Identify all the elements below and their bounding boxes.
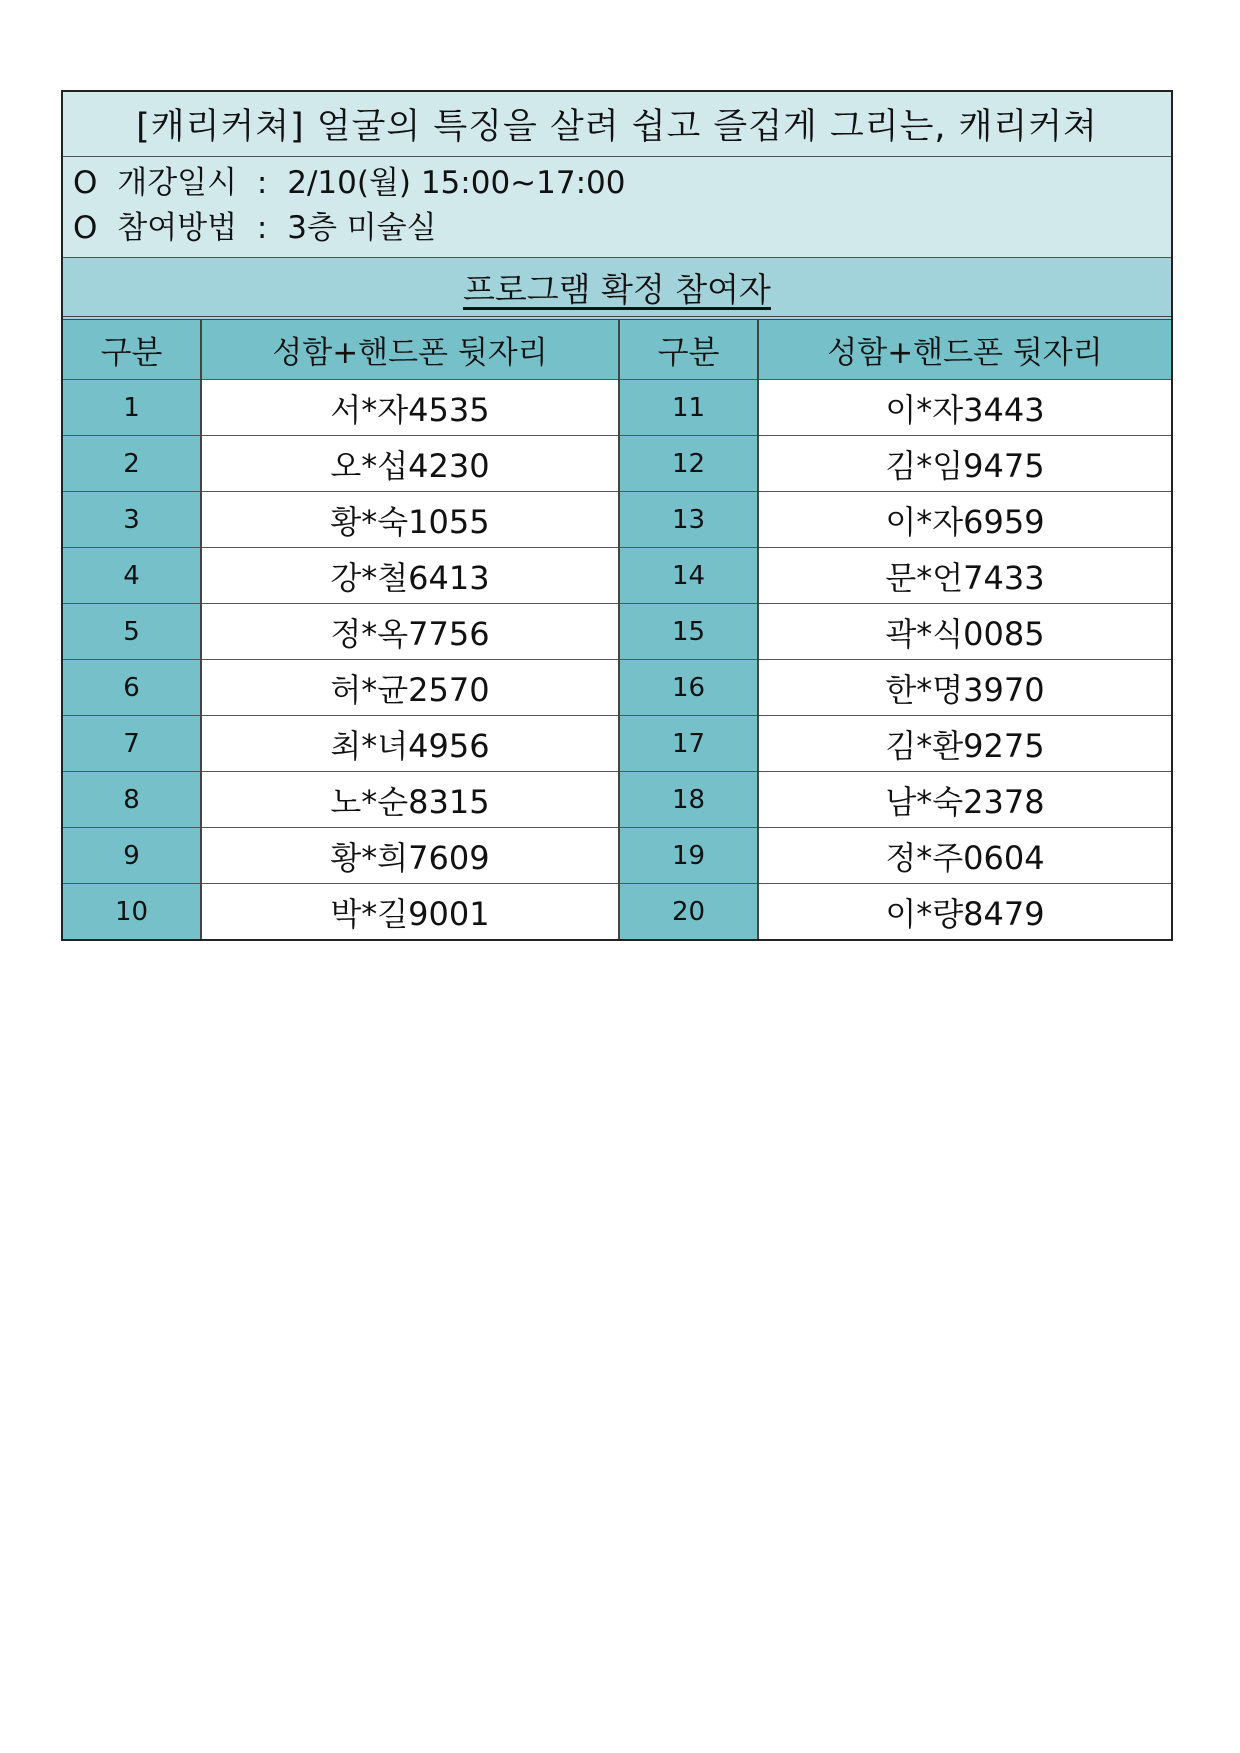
- row-number: 7: [63, 716, 201, 772]
- row-number: 8: [63, 772, 201, 828]
- table-row: [63, 380, 1171, 436]
- info-marker: O: [73, 165, 98, 201]
- row-number: 17: [619, 716, 758, 772]
- date-label: 개강일시: [117, 165, 238, 201]
- program-info: [63, 157, 1171, 258]
- info-separator: :: [256, 165, 268, 201]
- participant-name: 박*길9001: [201, 884, 619, 940]
- method-value: 3층 미술실: [287, 210, 437, 246]
- table-row: [63, 548, 1171, 604]
- row-number: 15: [619, 604, 758, 660]
- row-number: 20: [619, 884, 758, 940]
- table-row: [63, 716, 1171, 772]
- participant-name: 오*섭4230: [201, 436, 619, 492]
- table-row: [63, 772, 1171, 828]
- info-row-method: [73, 206, 1161, 251]
- row-number: 10: [63, 884, 201, 940]
- table-row: [63, 604, 1171, 660]
- info-marker: O: [73, 210, 98, 246]
- row-number: 18: [619, 772, 758, 828]
- participant-name: 김*임9475: [758, 436, 1171, 492]
- participant-table: [63, 320, 1171, 939]
- row-number: 19: [619, 828, 758, 884]
- participant-name: 황*숙1055: [201, 492, 619, 548]
- participant-name: 최*녀4956: [201, 716, 619, 772]
- row-number: 6: [63, 660, 201, 716]
- participant-name: 서*자4535: [201, 380, 619, 436]
- participant-name: 한*명3970: [758, 660, 1171, 716]
- participant-name: 노*순8315: [201, 772, 619, 828]
- row-number: 5: [63, 604, 201, 660]
- participant-name: 김*환9275: [758, 716, 1171, 772]
- table-row: [63, 660, 1171, 716]
- row-number: 12: [619, 436, 758, 492]
- document-title: [캐리커쳐] 얼굴의 특징을 살려 쉽고 즐겁게 그리는, 캐리커쳐: [63, 92, 1171, 157]
- row-number: 3: [63, 492, 201, 548]
- section-heading: [63, 258, 1171, 320]
- row-number: 2: [63, 436, 201, 492]
- participant-name: 강*철6413: [201, 548, 619, 604]
- date-value: 2/10(월) 15:00~17:00: [287, 165, 626, 201]
- row-number: 11: [619, 380, 758, 436]
- table-body: [63, 380, 1171, 940]
- participant-name: 황*희7609: [201, 828, 619, 884]
- table-header-row: [63, 320, 1171, 380]
- row-number: 1: [63, 380, 201, 436]
- row-number: 16: [619, 660, 758, 716]
- participant-name: 허*균2570: [201, 660, 619, 716]
- row-number: 9: [63, 828, 201, 884]
- participant-name: 이*자6959: [758, 492, 1171, 548]
- row-number: 13: [619, 492, 758, 548]
- row-number: 4: [63, 548, 201, 604]
- column-header-number: 구분: [619, 320, 758, 380]
- participant-name: 이*자3443: [758, 380, 1171, 436]
- section-heading-text: 프로그램 확정 참여자: [463, 269, 771, 309]
- table-row: [63, 828, 1171, 884]
- column-header-name: 성함+핸드폰 뒷자리: [758, 320, 1171, 380]
- participant-name: 문*언7433: [758, 548, 1171, 604]
- info-row-date: [73, 161, 1161, 206]
- table-row: [63, 884, 1171, 940]
- method-label: 참여방법: [117, 210, 238, 246]
- participant-name: 정*옥7756: [201, 604, 619, 660]
- row-number: 14: [619, 548, 758, 604]
- info-separator: :: [256, 210, 268, 246]
- table-row: [63, 492, 1171, 548]
- table-row: [63, 436, 1171, 492]
- column-header-number: 구분: [63, 320, 201, 380]
- participant-name: 정*주0604: [758, 828, 1171, 884]
- participant-sheet: [61, 90, 1173, 941]
- participant-name: 남*숙2378: [758, 772, 1171, 828]
- participant-name: 곽*식0085: [758, 604, 1171, 660]
- participant-name: 이*량8479: [758, 884, 1171, 940]
- column-header-name: 성함+핸드폰 뒷자리: [201, 320, 619, 380]
